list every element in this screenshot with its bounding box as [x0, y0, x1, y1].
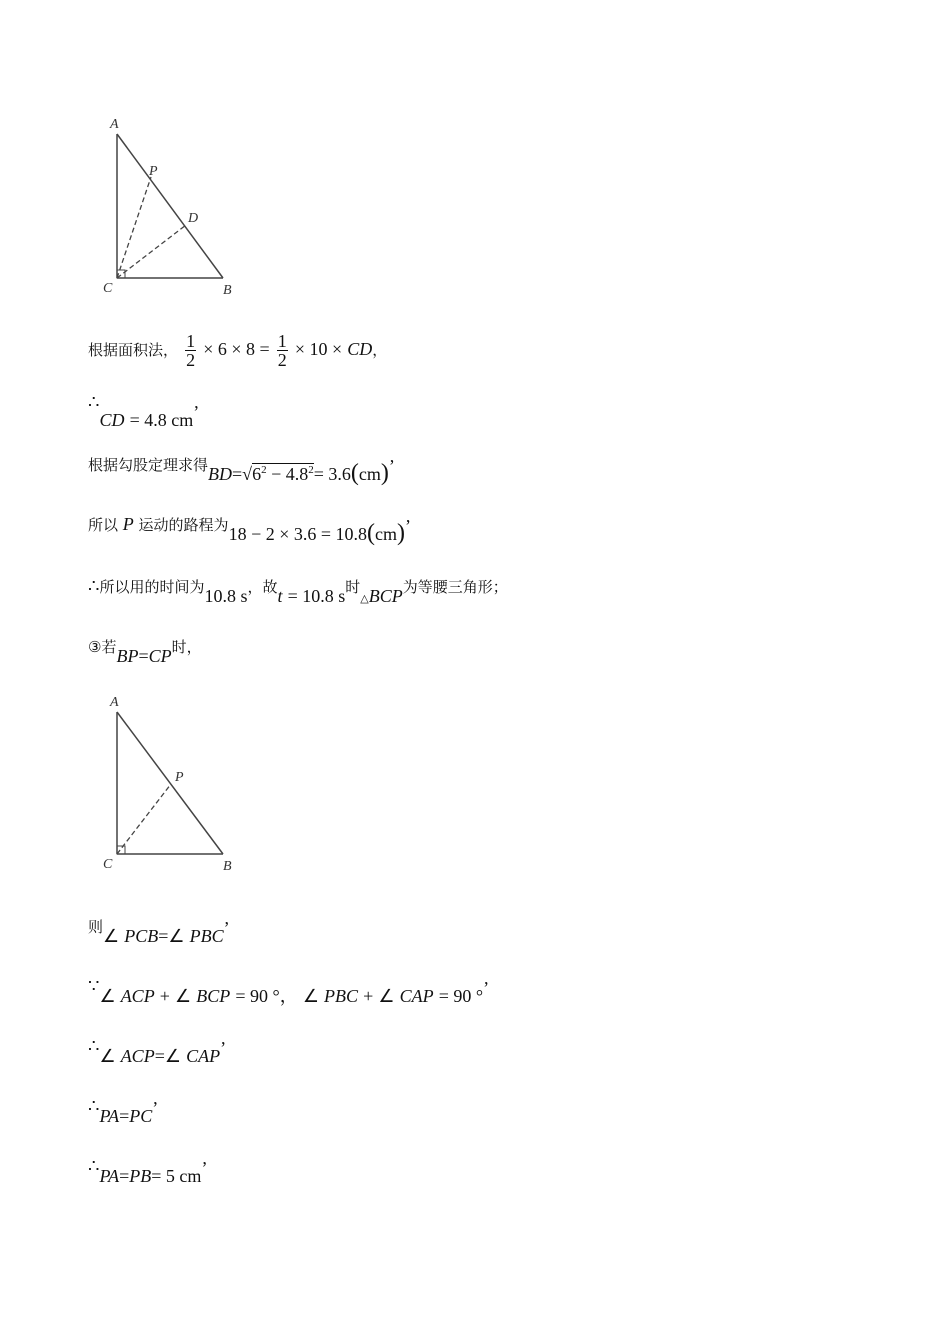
label-c: C	[103, 857, 113, 872]
text: ，故	[247, 578, 278, 596]
therefore-symbol: ∴	[88, 392, 100, 413]
expr: =	[119, 1106, 130, 1126]
because-symbol: ∵	[88, 976, 100, 997]
angle-sum-line	[88, 968, 490, 1006]
var: PBC	[189, 926, 224, 946]
punct: ’	[483, 978, 490, 998]
punct: ’	[201, 1158, 208, 1178]
text: 根据面积法，	[88, 341, 179, 359]
label-a: A	[110, 117, 119, 132]
cd-result-line	[88, 392, 200, 430]
label-b: B	[223, 283, 232, 298]
punct: ’	[193, 402, 200, 422]
label-p: P	[149, 164, 158, 179]
text: 所以用的时间为	[99, 578, 205, 596]
therefore-symbol: ∴	[88, 1156, 100, 1177]
paren: (	[367, 520, 376, 546]
angle-symbol: ∠	[175, 986, 192, 1006]
angle-symbol: ∠	[168, 926, 185, 946]
therefore-symbol: ∴	[88, 1096, 100, 1117]
text: 时	[345, 578, 361, 596]
case-three-line	[88, 636, 202, 666]
dashed-cp	[117, 784, 171, 854]
expr: 10.8 s	[204, 586, 248, 606]
sqrt-symbol: √	[242, 464, 253, 484]
triangle-symbol: △	[360, 593, 369, 605]
text: 运动的路程为	[133, 516, 229, 534]
expr: =	[138, 646, 149, 666]
var: ACP	[120, 986, 155, 1006]
var: BCP	[368, 586, 403, 606]
label-b: B	[223, 859, 232, 874]
expr: = 3.6	[313, 464, 351, 484]
angle-conclusion-line	[88, 1028, 227, 1066]
unit: cm	[358, 464, 381, 484]
angle-equal-line	[88, 908, 230, 946]
text: ③若	[88, 638, 117, 656]
var: PC	[129, 1106, 153, 1126]
angle-symbol: ∠	[99, 986, 116, 1006]
dashed-cp	[117, 177, 151, 278]
paren: (	[350, 460, 359, 486]
expr: +	[363, 986, 374, 1006]
label-c: C	[103, 281, 113, 296]
punct: ’	[223, 918, 230, 938]
angle-symbol: ∠	[99, 1046, 116, 1066]
area-method-line	[88, 332, 387, 369]
angle-symbol: ∠	[378, 986, 395, 1006]
punct: ’	[388, 456, 395, 476]
expr: 18 − 2 × 3.6 = 10.8	[228, 524, 368, 544]
punct: ’	[220, 1038, 227, 1058]
var: ACP	[120, 1046, 155, 1066]
pa-pc-line	[88, 1088, 159, 1126]
var: CAP	[399, 986, 434, 1006]
var: PB	[129, 1166, 152, 1186]
text: 为等腰三角形；	[402, 578, 508, 596]
expr: × 10 ×	[294, 339, 343, 359]
time-line	[88, 576, 508, 606]
therefore-symbol: ∴	[88, 1036, 100, 1057]
triangle-figure-1	[95, 112, 255, 302]
therefore-symbol: ∴	[88, 576, 100, 597]
text: 则	[88, 918, 104, 936]
var: CAP	[186, 1046, 221, 1066]
unit: cm	[375, 524, 398, 544]
distance-line	[88, 514, 411, 547]
side-ab	[117, 134, 223, 278]
text: 根据勾股定理求得	[88, 456, 209, 474]
expr: =	[154, 1046, 165, 1066]
expr: =	[119, 1166, 130, 1186]
var: t	[277, 586, 283, 606]
expr: = 5 cm	[151, 1166, 202, 1186]
dashed-cd	[117, 225, 186, 278]
fraction-half: $\frac{1}{2}$	[186, 331, 196, 370]
expr: +	[159, 986, 170, 1006]
fraction-half-2: $\frac{1}{2}$	[277, 331, 287, 370]
expr: =	[158, 926, 169, 946]
text: 时，	[171, 638, 202, 656]
angle-symbol: ∠	[103, 926, 120, 946]
var: PBC	[324, 986, 359, 1006]
expr: = 90 °	[438, 986, 484, 1006]
punct: ，	[372, 341, 388, 359]
expr: =	[232, 464, 243, 484]
var: PCB	[124, 926, 159, 946]
expr: = 90 °，	[235, 986, 298, 1006]
var: CD	[347, 339, 373, 359]
label-d: D	[188, 211, 199, 226]
radicand: $6^2 - 4.8^2$	[252, 464, 314, 484]
angle-symbol: ∠	[164, 1046, 181, 1066]
var: CD	[99, 410, 125, 430]
var: PA	[99, 1106, 120, 1126]
var: CP	[148, 646, 172, 666]
angle-symbol: ∠	[302, 986, 319, 1006]
label-a: A	[110, 695, 119, 710]
text: 所以	[88, 516, 123, 534]
label-p: P	[175, 770, 184, 785]
var: P	[122, 514, 134, 534]
expr: = 10.8 s	[287, 586, 346, 606]
paren: )	[380, 460, 389, 486]
pa-pb-line	[88, 1148, 208, 1186]
expr: × 6 × 8 =	[203, 339, 270, 359]
var: BCP	[196, 986, 231, 1006]
var: PA	[99, 1166, 120, 1186]
pythagoras-line	[88, 454, 395, 487]
var: BP	[116, 646, 139, 666]
var: BD	[208, 464, 233, 484]
punct: ’	[405, 516, 412, 536]
expr: = 4.8 cm	[129, 410, 194, 430]
punct: ’	[152, 1098, 159, 1118]
paren: )	[397, 520, 406, 546]
triangle-figure-2	[95, 690, 255, 880]
